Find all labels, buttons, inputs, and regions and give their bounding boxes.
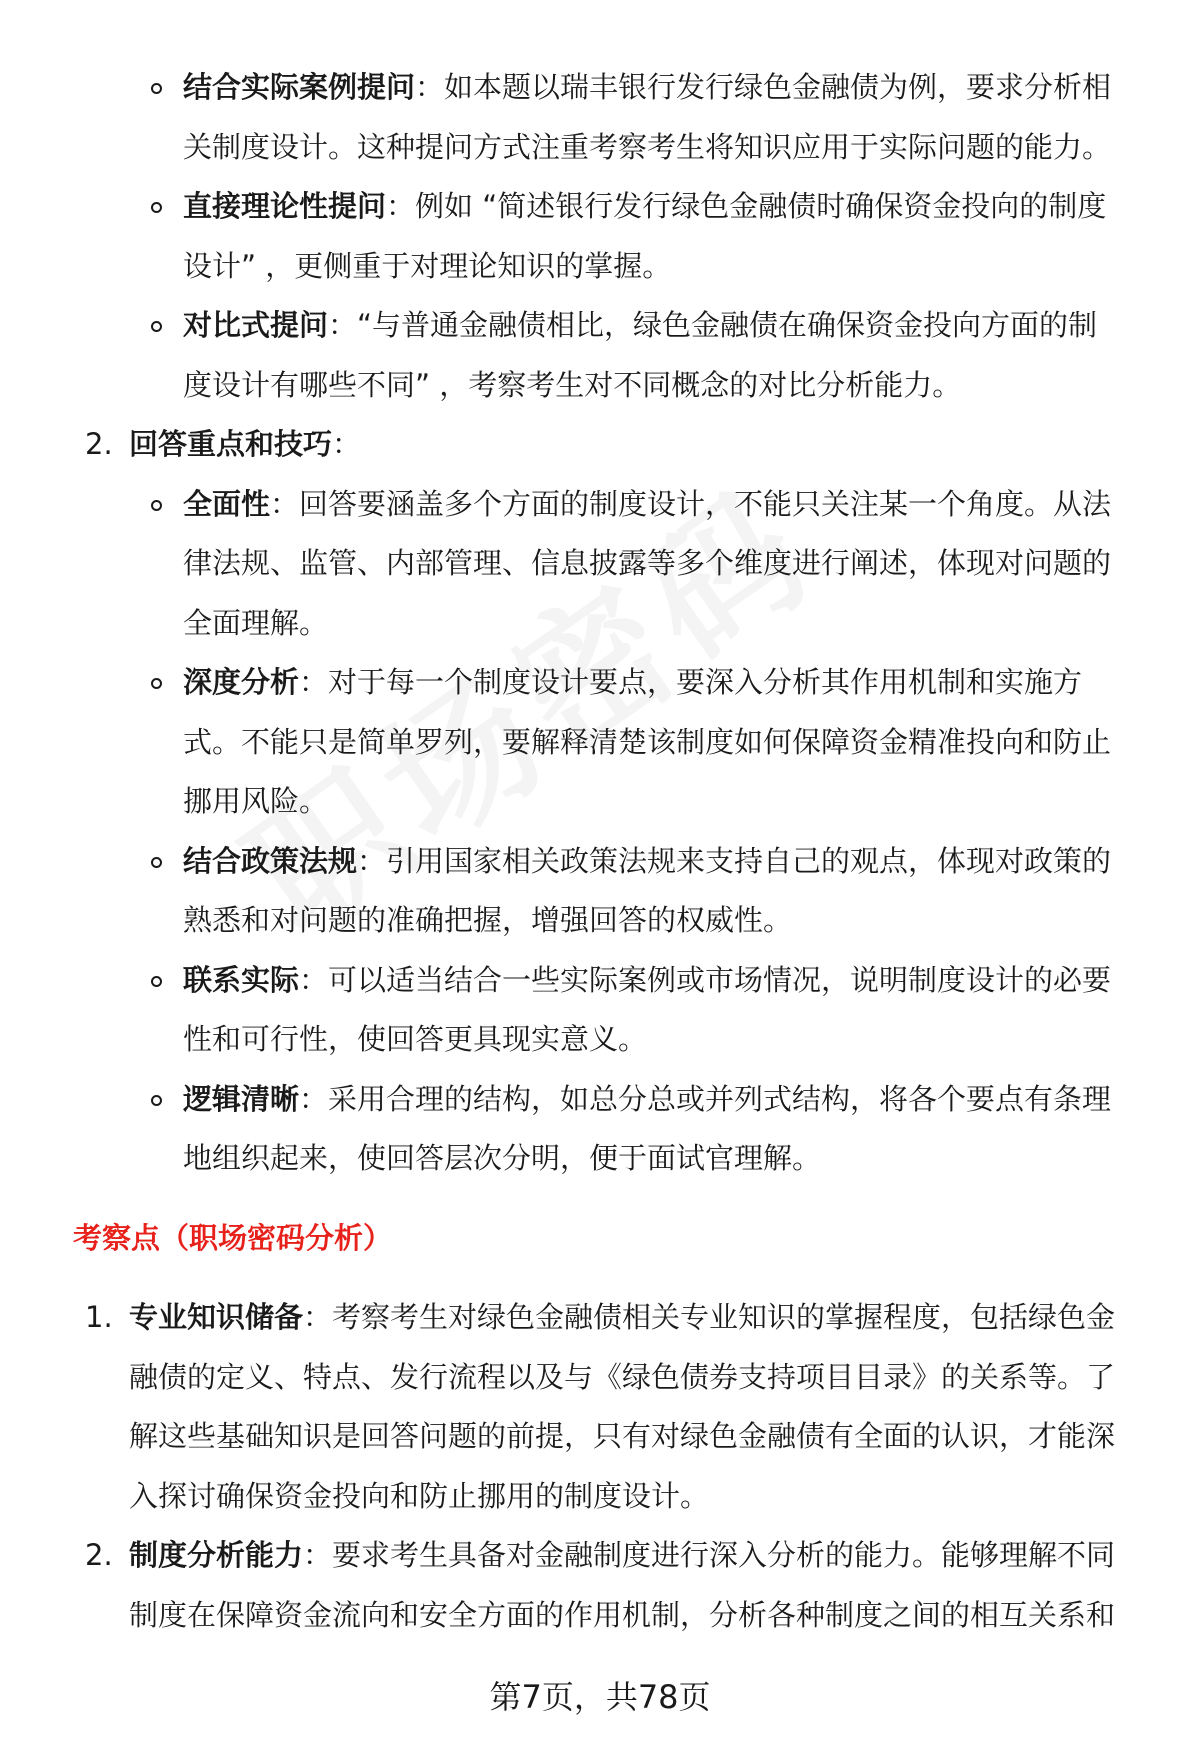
list-item: 结合政策法规：引用国家相关政策法规来支持自己的观点，体现对政策的 熟悉和对问题的准确把握，增强回答的权威性。 [0,832,1200,951]
item-term: 全面性 [183,486,271,521]
list-item: 对比式提问：“与普通金融债相比，绿色金融债在确保资金投向方面的制 度设计有哪些不同” ，考察考生对不同概念的对比分析能力。 [0,296,1200,415]
circle-bullet-icon [151,976,162,987]
circle-bullet-icon [151,321,162,332]
circle-bullet-icon [151,500,162,511]
list-item: 深度分析：对于每一个制度设计要点，要深入分析其作用机制和实施方 式。不能只是简单罗列，要解释清楚该制度如何保障资金精准投向和防止 挪用风险。 [0,653,1200,832]
list-item: 逻辑清晰：采用合理的结构，如总分总或并列式结构，将各个要点有条理 地组织起来，使回答层次分明，便于面试官理解。 [0,1070,1200,1189]
list-item: 全面性：回答要涵盖多个方面的制度设计，不能只关注某一个角度。从法 律法规、监管、内部管理、信息披露等多个维度进行阐述，体现对问题的 全面理解。 [0,475,1200,654]
item-text: 引用国家相关政策法规来支持自己的观点，体现对政策的 [386,843,1112,878]
list-number: 1. [85,1300,113,1334]
item-text: 性和可行性，使回答更具现实意义。 [183,1022,648,1056]
list-item: 联系实际：可以适当结合一些实际案例或市场情况，说明制度设计的必要 性和可行性，使回答更具现实意义。 [0,951,1200,1070]
numbered-list-assessment [0,1288,1200,1645]
item-text: 如本题以瑞丰银行发行绿色金融债为例，要求分析相 [444,70,1112,104]
item-text: 挪用风险。 [183,784,329,818]
sub-list-question-types [0,58,1200,415]
item-text: 律法规、监管、内部管理、信息披露等多个维度进行阐述，体现对问题的 [183,546,1112,580]
list-number: 2. [85,427,113,461]
section-heading: 考察点（职场密码分析） [73,1220,393,1255]
item-term: 直接理论性提问 [183,189,387,223]
item-text: 制度在保障资金流向和安全方面的作用机制，分析各种制度之间的相互关系和 [129,1597,1116,1632]
list-number: 2. [85,1538,113,1572]
item-term: 联系实际 [183,962,300,997]
item-term: 对比式提问 [183,308,329,342]
item-text: 对于每一个制度设计要点，要深入分析其作用机制和实施方 [328,665,1083,699]
list-item: 结合实际案例提问：如本题以瑞丰银行发行绿色金融债为例，要求分析相 关制度设计。这种提问方式注重考察考生将知识应用于实际问题的能力。 [0,58,1200,177]
item-text: 设计” ，更侧重于对理论知识的掌握。 [183,248,672,283]
item-term: 制度分析能力 [129,1538,304,1572]
item-text: 解这些基础知识是回答问题的前提，只有对绿色金融债有全面的认识，才能深 [129,1419,1116,1453]
item-term: 专业知识储备 [129,1300,304,1334]
item-text: 关制度设计。这种提问方式注重考察考生将知识应用于实际问题的能力。 [183,129,1112,164]
item-text: 式。不能只是简单罗列，要解释清楚该制度如何保障资金精准投向和防止 [183,724,1112,759]
circle-bullet-icon [151,83,162,94]
item-text: 入探讨确保资金投向和防止挪用的制度设计。 [129,1478,710,1513]
item-text: 熟悉和对问题的准确把握，增强回答的权威性。 [183,903,793,937]
item-term: 逻辑清晰 [183,1081,300,1116]
circle-bullet-icon [151,1095,162,1106]
content [0,58,1200,1645]
item-text: 地组织起来，使回答层次分明，便于面试官理解。 [183,1141,822,1175]
list-item: 2. 制度分析能力：要求考生具备对金融制度进行深入分析的能力。能够理解不同 制度在保障资金流向和安全方面的作用机制，分析各种制度之间的相互关系和 [0,1526,1200,1645]
item-text: 采用合理的结构，如总分总或并列式结构，将各个要点有条理 [328,1081,1112,1116]
page-number: 第7页，共78页 [489,1678,711,1716]
item-text: “与普通金融债相比，绿色金融债在确保资金投向方面的制 [357,308,1098,342]
item-text: 例如 “简述银行发行绿色金融债时确保资金投向的制度 [415,189,1107,223]
item-term: 深度分析 [183,665,300,699]
list-item: 1. 专业知识储备：考察考生对绿色金融债相关专业知识的掌握程度，包括绿色金 融债的定义、特点、发行流程以及与《绿色债券支持项目目录》的关系等。了 解这些基础知识是回答问题的前提，只有对绿色金融债有全面的认识，才能深 入探讨确保资金投向和防止挪用的制度设计。 [0,1288,1200,1526]
circle-bullet-icon [151,678,162,689]
item-text: 要求考生具备对金融制度进行深入分析的能力。能够理解不同 [332,1538,1116,1572]
item-text: 融债的定义、特点、发行流程以及与《绿色债券支持项目目录》的关系等。了 [129,1359,1116,1394]
item-text: 考察考生对绿色金融债相关专业知识的掌握程度，包括绿色金 [332,1300,1116,1334]
item-term: 结合实际案例提问 [183,70,416,104]
item-text: 回答要涵盖多个方面的制度设计，不能只关注某一个角度。从法 [299,486,1112,521]
item-text: 全面理解。 [183,605,329,640]
list-item: 直接理论性提问：例如 “简述银行发行绿色金融债时确保资金投向的制度 设计” ，更侧重于对理论知识的掌握。 [0,177,1200,296]
item-term: 结合政策法规 [183,843,358,878]
item-text: 可以适当结合一些实际案例或市场情况，说明制度设计的必要 [328,962,1112,997]
sub-list-answer-tips [0,475,1200,1189]
numbered-item-answer-tips: 2. 回答重点和技巧： [0,415,1200,475]
item-term: 回答重点和技巧 [129,427,333,461]
circle-bullet-icon [151,202,162,213]
circle-bullet-icon [151,857,162,868]
item-text: 度设计有哪些不同” ，考察考生对不同概念的对比分析能力。 [183,367,962,402]
